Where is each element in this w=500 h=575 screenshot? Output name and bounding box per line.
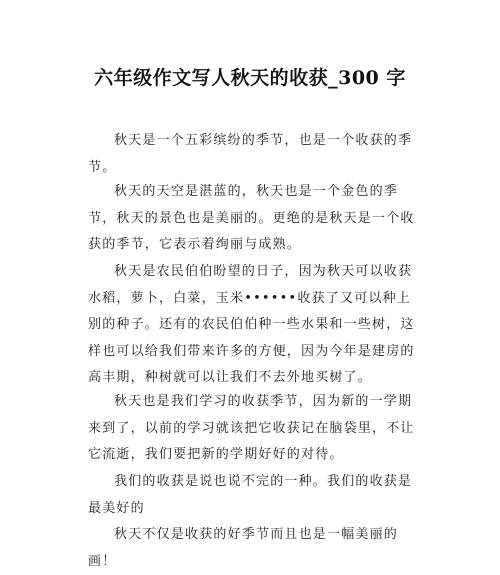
paragraph-6: 秋天不仅是收获的好季节而且也是一幅美丽的画！ [88, 527, 399, 569]
paragraph-4: 秋天也是我们学习的收获季节，因为新的一学期来到了，以前的学习就该把它收获记在脑袋里，不让它流逝，我们要把新的学期好好的对待。 [88, 394, 415, 462]
paragraph-2: 秋天的天空是湛蓝的，秋天也是一个金色的季节，秋天的景色也是美丽的。更绝的是秋天是一个收获的季节，它表示着绚丽与成熟。 [88, 184, 415, 252]
paragraph-1: 秋天是一个五彩缤纷的季节，也是一个收获的季节。 [88, 133, 413, 175]
paragraph-5: 我们的收获是说也说不完的一种。我们的收获是最美好的 [88, 474, 413, 516]
document-title: 六年级作文写人秋天的收获_300 字 [94, 67, 406, 89]
paragraph-3: 秋天是农民伯伯盼望的日子，因为秋天可以收获水稻，萝卜，白菜，玉米••••••收获了又可以种上别的种子。还有的农民伯伯种一些水果和一些树，这样也可以给我们带来许多的方便，因为今年是建房的高丰期，种树就可以让我们不去外地买树了。 [88, 264, 415, 385]
